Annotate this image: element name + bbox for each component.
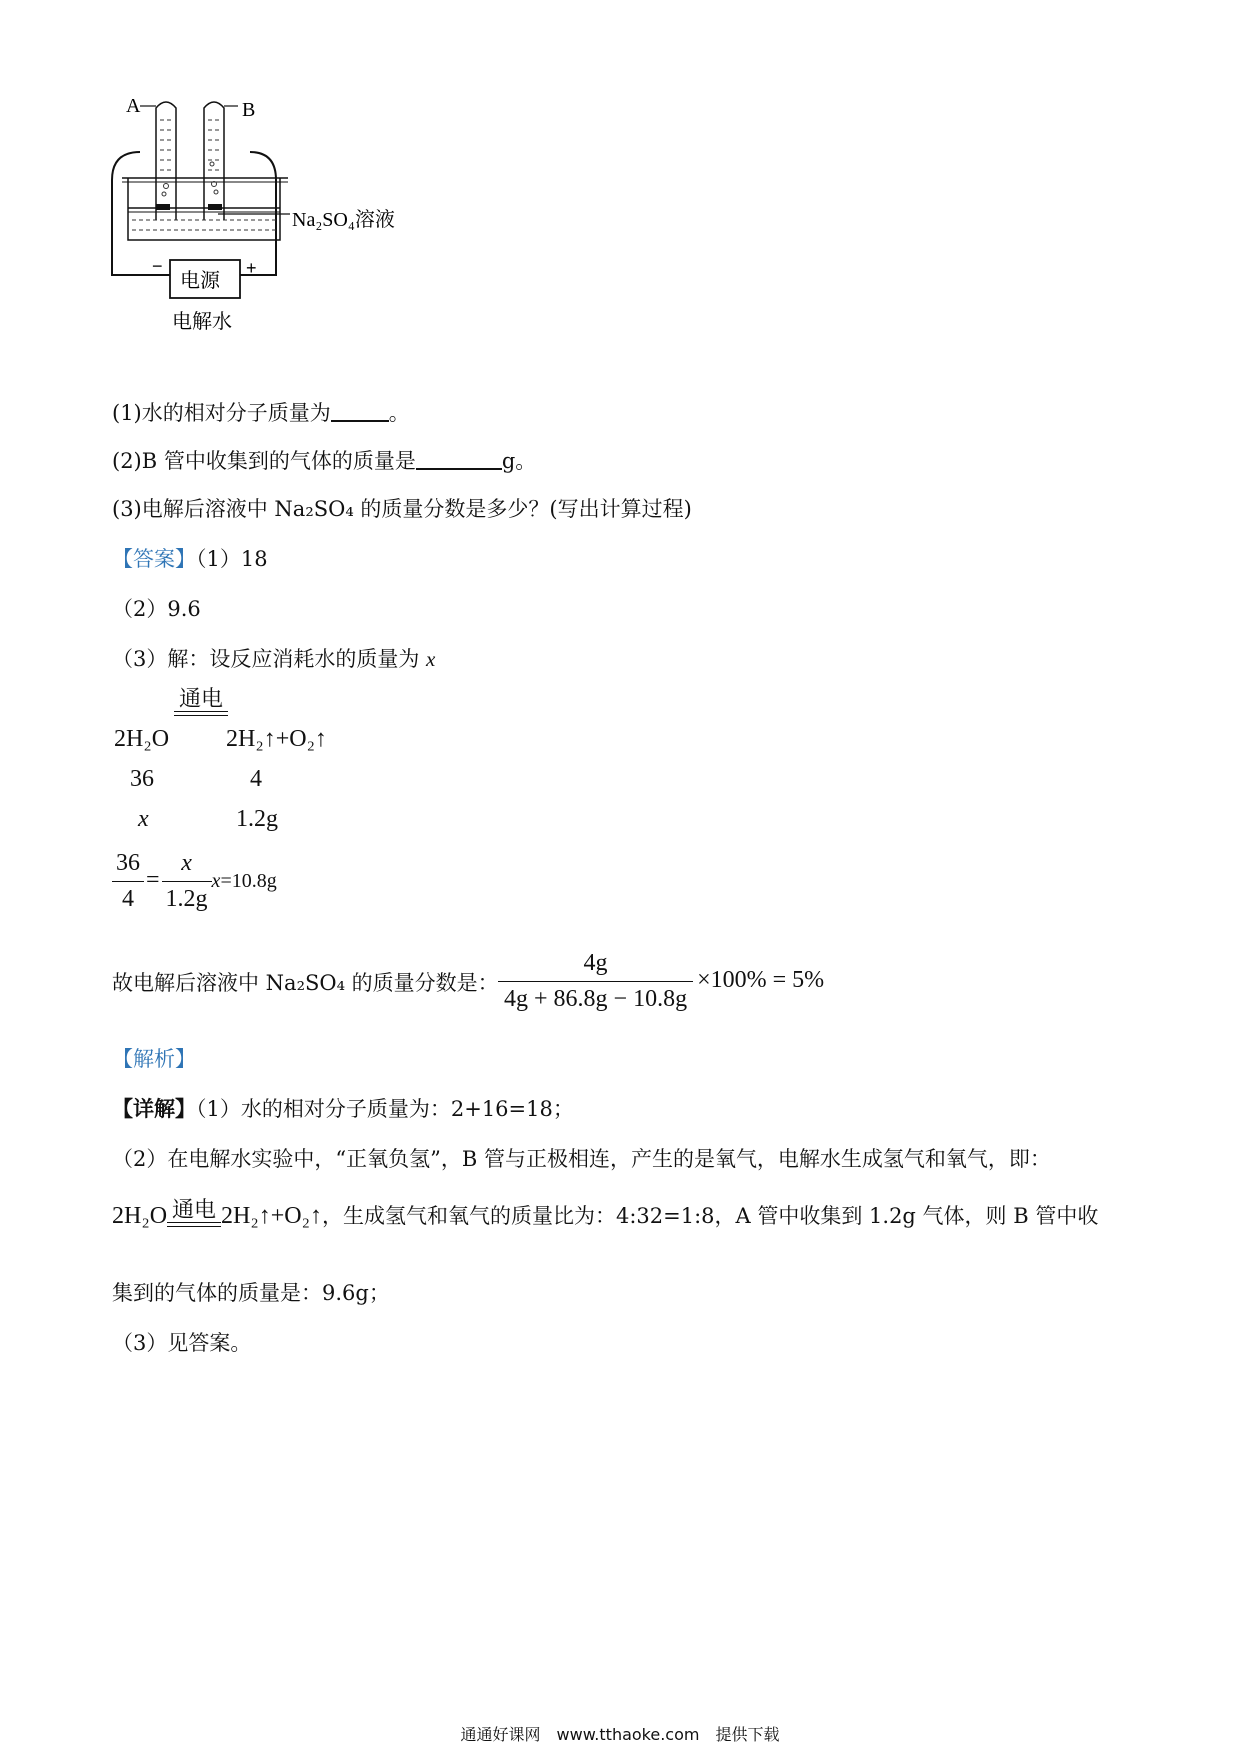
detail-2-continued: ，生成氢气和氧气的质量比为：4:32=1:8，A 管中收集到 1.2g 气体，则 B 管中收 [321, 1204, 1099, 1228]
fraction-left [112, 850, 144, 913]
final-numerator: 4g [498, 950, 693, 982]
answer-1: （1）18 [196, 547, 268, 571]
question-2 [112, 446, 536, 476]
variable-x: x [426, 647, 436, 671]
answer-tag: 【答案】 [112, 547, 196, 571]
fraction-left-num: 36 [112, 850, 144, 882]
detail-1: （1）水的相对分子质量为：2+16=18； [196, 1097, 574, 1121]
power-source-label: 电源 [180, 268, 220, 292]
condition-text: 通电 [178, 686, 223, 711]
question-2-text: (2)B 管中收集到的气体的质量是 [112, 449, 416, 473]
eq-condition-bars [167, 1222, 221, 1227]
detail-2-end: 集到的气体的质量是：9.6g； [112, 1281, 390, 1305]
detail-tag: 【详解】 [112, 1096, 196, 1121]
answer-blank [416, 450, 502, 470]
solution-label: Na₂SO₄溶液 [292, 209, 395, 231]
question-3: (3)电解后溶液中 Na₂SO₄ 的质量分数是多少？(写出计算过程) [112, 497, 692, 521]
reaction-products: 2H₂↑+O₂↑ [226, 726, 327, 752]
minus-terminal: − [152, 256, 163, 276]
mass-fraction [498, 950, 693, 1013]
answer-2: （2）9.6 [112, 597, 201, 621]
detail-2: （2）在电解水实验中，“正氧负氢”，B 管与正极相连，产生的是氧气，电解水生成氢气和氧气，即： [112, 1147, 1051, 1171]
question-1-text: (1)水的相对分子质量为 [112, 401, 331, 425]
proportion [112, 850, 277, 913]
fraction-left-den: 4 [122, 886, 134, 912]
question-1-end: 。 [388, 401, 410, 425]
eq-products: 2H₂↑+O₂↑ [221, 1203, 322, 1229]
mass-hydrogen: 1.2g [236, 806, 278, 832]
page-footer: 通通好课网 www.tthaoke.com 提供下载 [460, 1725, 780, 1744]
eq-condition-text: 通电 [172, 1197, 217, 1222]
label-b: B [242, 99, 256, 121]
detail-line-1 [112, 1094, 574, 1124]
answer-3-intro [112, 644, 435, 674]
detail-2-equation-line [112, 1198, 1098, 1231]
fraction-right [162, 850, 212, 913]
analysis-tag: 【解析】 [112, 1047, 196, 1071]
reaction-reactant: 2H₂O [114, 726, 170, 752]
answer-blank [331, 402, 389, 422]
final-result: ×100% = 5% [697, 967, 825, 994]
condition-bars [174, 711, 228, 716]
final-denominator: 4g + 86.8g − 10.8g [504, 986, 688, 1012]
conclusion-text: 故电解后溶液中 Na₂SO₄ 的质量分数是： [112, 971, 499, 995]
unknown-x: x [138, 806, 149, 832]
plus-terminal: + [246, 258, 257, 278]
detail-3: （3）见答案。 [112, 1331, 252, 1355]
answer-line-1 [112, 544, 268, 574]
result-value: =10.8g [220, 870, 277, 893]
eq-condition [167, 1198, 221, 1227]
question-2-end: g。 [501, 449, 537, 473]
mr-hydrogen: 4 [250, 766, 262, 792]
mr-water: 36 [130, 766, 154, 792]
reaction-condition [174, 686, 228, 716]
diagram-caption: 电解水 [172, 309, 232, 333]
answer-3-text: （3）解：设反应消耗水的质量为 [112, 647, 427, 671]
question-1 [112, 398, 410, 428]
fraction-right-den: 1.2g [165, 886, 208, 912]
eq-reactant: 2H₂O [112, 1203, 168, 1229]
result-variable: x [211, 870, 221, 893]
electrolysis-diagram [100, 90, 460, 380]
fraction-right-num: x [162, 850, 212, 882]
final-fraction [498, 950, 824, 1013]
equals-sign: = [146, 867, 160, 894]
label-a: A [126, 95, 141, 117]
